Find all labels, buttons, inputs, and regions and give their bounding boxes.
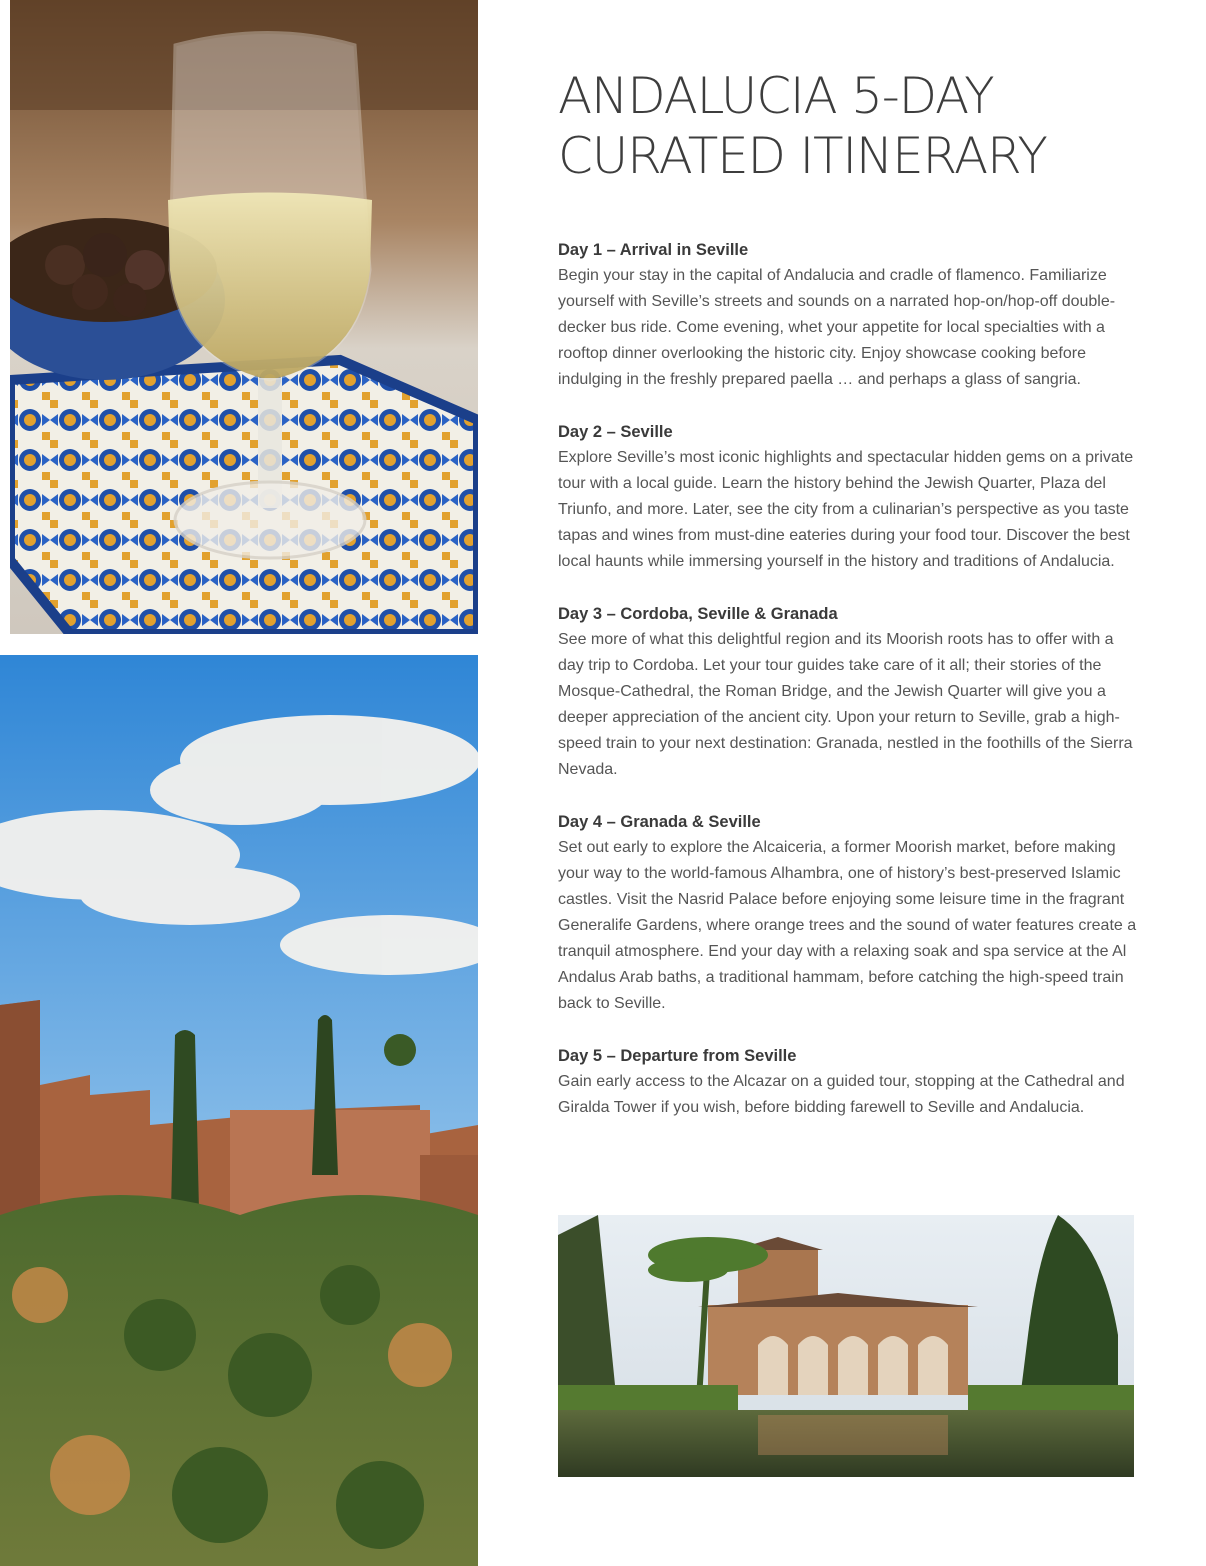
- day-5-description: Gain early access to the Alcazar on a guided tour, stopping at the Cathedral and Giralda Tower if you wish, before bidding farewell to Seville and Andalucia.: [558, 1073, 1125, 1116]
- itinerary-content: [558, 66, 1148, 1147]
- page-title: ANDALUCIA 5-DAY CURATED ITINERARY: [558, 67, 1047, 185]
- day-2-section: [558, 419, 1148, 575]
- day-1-description: Begin your stay in the capital of Andalucia and cradle of flamenco. Familiarize yourself with Seville’s streets and sounds on a narrated hop-on/hop-off double-decker bus ride. Come evening, whet your appetite for local specialties with a rooftop dinner overlooking the historic city. Enjoy showcase cooking before indulging in the freshly prepared paella … and perhaps a glass of sangria.: [558, 267, 1116, 388]
- day-3-section: [558, 601, 1148, 783]
- partal-palace-illustration: [558, 1215, 1134, 1477]
- photo-alhambra-fortress: [0, 655, 478, 1566]
- day-2-heading: Day 2 – Seville: [558, 423, 673, 441]
- day-4-section: [558, 809, 1148, 1017]
- day-5-section: [558, 1043, 1148, 1121]
- day-5-heading: Day 5 – Departure from Seville: [558, 1047, 797, 1065]
- sherry-glass-illustration: [10, 0, 478, 634]
- alhambra-illustration: [0, 655, 478, 1566]
- day-2-description: Explore Seville’s most iconic highlights and spectacular hidden gems on a private tour with a local guide. Learn the history behind the Jewish Quarter, Plaza del Triunfo, and more. Later, see the city from a culinarian’s perspective as you taste tapas and wines from must-dine eateries during your food tour. Discover the best local haunts while immersing yourself in the history and traditions of Andalucia.: [558, 449, 1134, 570]
- day-3-heading: Day 3 – Cordoba, Seville & Granada: [558, 605, 838, 623]
- day-1-heading: Day 1 – Arrival in Seville: [558, 241, 749, 259]
- photo-partal-palace-pool: [558, 1215, 1134, 1477]
- day-3-description: See more of what this delightful region and its Moorish roots has to offer with a day trip to Cordoba. Let your tour guides take care of it all; their stories of the Mosque-Cathedral, the Roman Bridge, and the Jewish Quarter will give you a deeper appreciation of the ancient city. Upon your return to Seville, grab a high-speed train to your next destination: Granada, nestled in the foothills of the Sierra Nevada.: [558, 631, 1133, 778]
- day-4-description: Set out early to explore the Alcaiceria, a former Moorish market, before making your way to the world-famous Alhambra, one of history’s best-preserved Islamic castles. Visit the Nasrid Palace before enjoying some leisure time in the fragrant Generalife Gardens, where orange trees and the sound of water features create a tranquil atmosphere. End your day with a relaxing soak and spa service at the Al Andalus Arab baths, a traditional hammam, before catching the high-speed train back to Seville.: [558, 839, 1137, 1012]
- itinerary-days: [558, 237, 1148, 1121]
- day-4-heading: Day 4 – Granada & Seville: [558, 813, 761, 831]
- day-1-section: [558, 237, 1148, 393]
- photo-sherry-glass-olives: [10, 0, 478, 634]
